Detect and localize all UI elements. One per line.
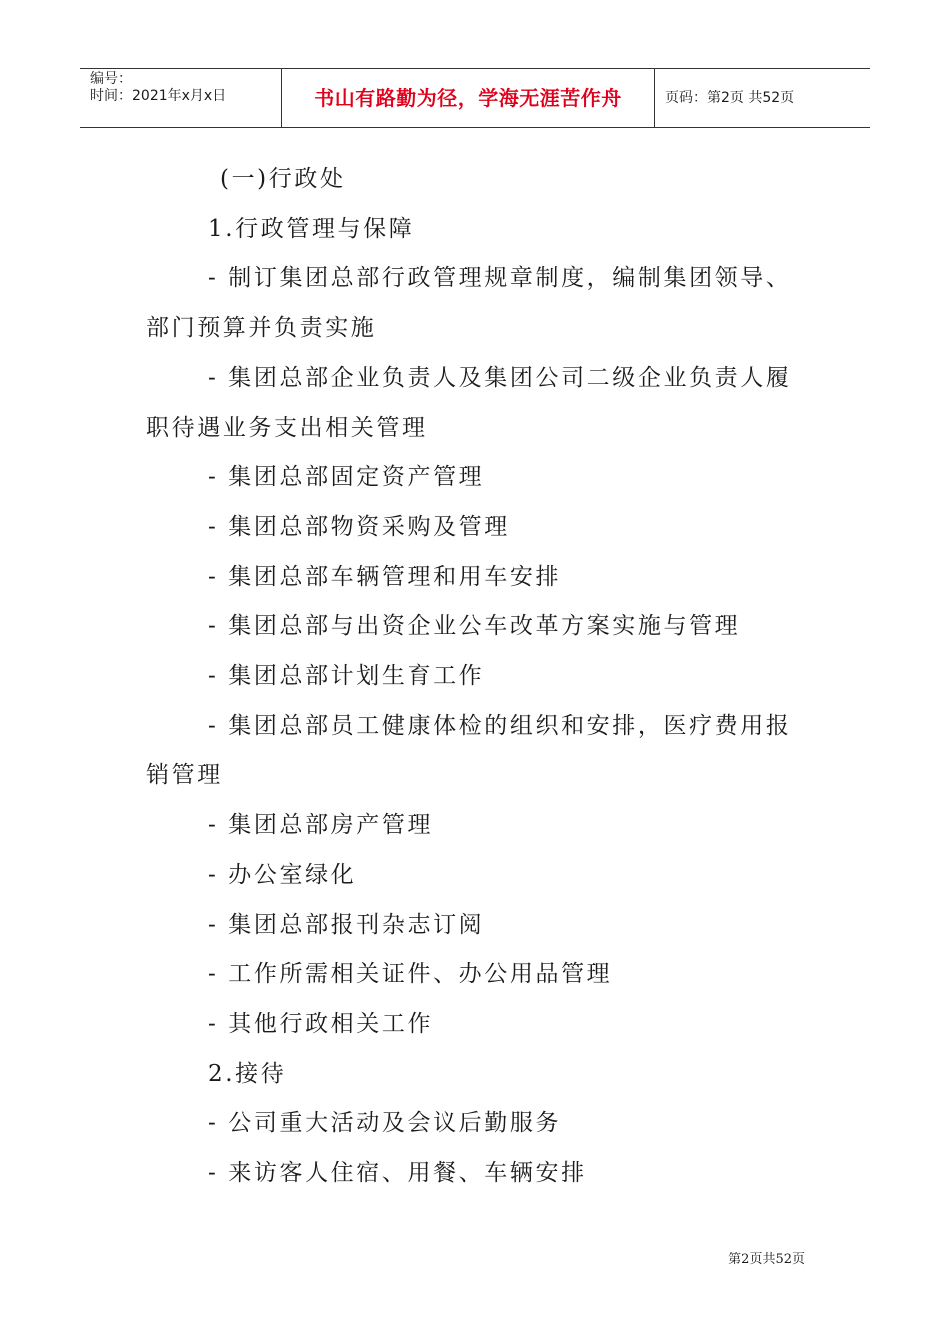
list-item: - 集团总部报刊杂志订阅: [208, 911, 485, 938]
list-item: 2.接待: [208, 1060, 287, 1087]
header-meta: [80, 69, 282, 127]
list-item: - 集团总部物资采购及管理: [208, 513, 510, 540]
list-item: - 集团总部企业负责人及集团公司二级企业负责人履职待遇业务支出相关管理: [146, 364, 792, 441]
list-item: - 集团总部房产管理: [208, 812, 434, 839]
list-item: - 集团总部固定资产管理: [208, 464, 485, 491]
document-number-label: 编号：: [90, 71, 132, 87]
list-item: - 制订集团总部行政管理规章制度，编制集团领导、部门预算并负责实施: [146, 265, 792, 342]
list-item: - 集团总部车辆管理和用车安排: [208, 563, 562, 590]
header-page-info: 页码：第2页 共52页: [665, 90, 795, 106]
document-time-label: 时间：2021年x月x日: [90, 88, 227, 104]
section-title: (一)行政处: [220, 166, 346, 192]
document-body: [146, 155, 816, 1199]
page-footer: 第2页共52页: [728, 1252, 805, 1267]
list-item: - 集团总部员工健康体检的组织和安排，医疗费用报销管理: [146, 712, 792, 789]
list-item: - 办公室绿化: [208, 861, 357, 888]
list-item: - 公司重大活动及会议后勤服务: [208, 1110, 562, 1137]
page-header: [80, 68, 870, 128]
list-item: - 工作所需相关证件、办公用品管理: [208, 961, 613, 988]
header-motto: 书山有路勤为径，学海无涯苦作舟: [282, 69, 655, 127]
list-item: - 集团总部与出资企业公车改革方案实施与管理: [208, 613, 741, 640]
list-item: 1.行政管理与保障: [208, 215, 415, 242]
list-item: - 来访客人住宿、用餐、车辆安排: [208, 1160, 587, 1187]
list-item: - 其他行政相关工作: [208, 1010, 434, 1037]
list-item: - 集团总部计划生育工作: [208, 663, 485, 690]
